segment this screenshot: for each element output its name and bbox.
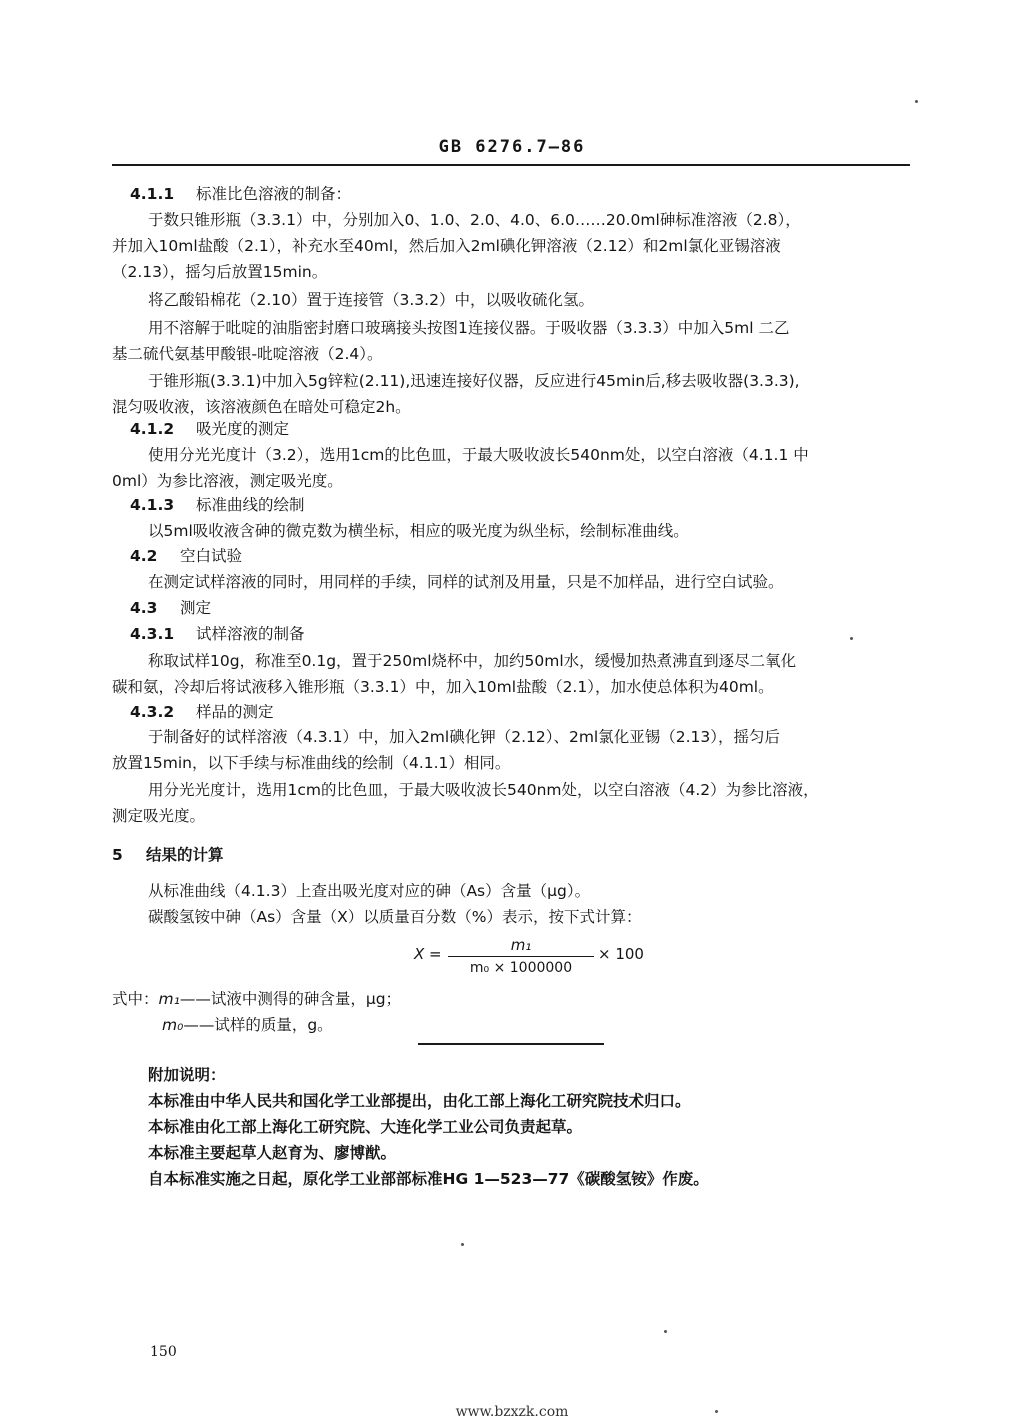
section-4-1-2-heading (130, 416, 289, 442)
paragraph-line: （2.13），摇匀后放置15min。 (112, 263, 328, 281)
formula-fraction (448, 936, 594, 977)
paragraph-line: 0ml）为参比溶液，测定吸光度。 (112, 472, 343, 490)
paragraph-line: 混匀吸收液，该溶液颜色在暗处可稳定2h。 (112, 398, 411, 416)
section-title: 吸光度的测定 (196, 420, 290, 438)
formula-numerator: m₁ (510, 936, 532, 954)
paragraph-line: 于锥形瓶(3.3.1)中加入5g锌粒(2.11),迅速连接好仪器，反应进行45min后,移去吸收器(3.3.3), (148, 372, 800, 390)
section-4-2-heading (130, 543, 242, 569)
section-4-1-1-heading (130, 181, 351, 207)
formula-multiplier: × 100 (598, 945, 644, 963)
legend-line-m0 (162, 1012, 333, 1038)
m1-description: ——试液中测得的砷含量，μg； (179, 990, 402, 1008)
section-4-3-heading (130, 595, 211, 621)
scan-speck (715, 1410, 718, 1413)
header-rule (112, 164, 910, 166)
paragraph-line: 从标准曲线（4.1.3）上查出吸光度对应的砷（As）含量（μg）。 (148, 882, 591, 900)
separator-rule (418, 1043, 604, 1045)
section-number: 4.2 (130, 547, 158, 565)
section-number: 4.3.2 (130, 703, 175, 721)
scan-speck (850, 637, 853, 640)
page-number: 150 (150, 1344, 177, 1360)
paragraph-line: 于制备好的试样溶液（4.3.1）中，加入2ml碘化钾（2.12）、2ml氯化亚锡（2.13），摇匀后 (148, 728, 780, 746)
paragraph-line: 称取试样10g，称准至0.1g，置于250ml烧杯中，加约50ml水，缓慢加热煮沸直到逐尽二氧化 (148, 652, 797, 670)
paragraph-line: 使用分光光度计（3.2），选用1cm的比色皿，于最大吸收波长540nm处，以空白溶液（4.1.1 中 (148, 446, 809, 464)
section-title: 样品的测定 (196, 703, 274, 721)
addendum-line: 本标准由中华人民共和国化学工业部提出，由化工部上海化工研究院技术归口。 (148, 1092, 691, 1110)
section-title: 结果的计算 (146, 846, 224, 864)
section-title: 标准比色溶液的制备： (196, 185, 352, 203)
legend-prefix: 式中： (112, 990, 159, 1008)
scan-speck (664, 1330, 667, 1333)
section-number: 4.1.1 (130, 185, 175, 203)
paragraph-line: 用不溶解于吡啶的油脂密封磨口玻璃接头按图1连接仪器。于吸收器（3.3.3）中加入5ml 二乙 (148, 319, 790, 337)
symbol-m1: m₁ (158, 990, 180, 1008)
formula-denominator: m₀ × 1000000 (469, 960, 573, 976)
addendum-line: 本标准由化工部上海化工研究院、大连化学工业公司负责起草。 (148, 1118, 583, 1136)
section-number: 4.3.1 (130, 625, 175, 643)
paragraph-line: 于数只锥形瓶（3.3.1）中，分别加入0、1.0、2.0、4.0、6.0……20.0ml砷标准溶液（2.8）， (148, 211, 801, 229)
paragraph-line: 并加入10ml盐酸（2.1），补充水至40ml，然后加入2ml碘化钾溶液（2.12）和2ml氯化亚锡溶液 (112, 237, 781, 255)
paragraph-line: 放置15min，以下手续与标准曲线的绘制（4.1.1）相同。 (112, 754, 511, 772)
addendum-line: 本标准主要起草人赵育为、廖博猷。 (148, 1144, 397, 1162)
section-title: 测定 (180, 599, 212, 617)
website-url: www.bzxzk.com (455, 1404, 569, 1420)
standard-code-header: GB 6276.7—86 (438, 137, 586, 157)
legend-line-m1 (112, 986, 401, 1012)
paragraph-line: 测定吸光度。 (112, 807, 206, 825)
addendum-line: 自本标准实施之日起，原化学工业部部标准HG 1—523—77《碳酸氢铵》作废。 (148, 1170, 709, 1188)
m0-description: ——试样的质量，g。 (183, 1016, 333, 1034)
scan-speck (915, 100, 918, 103)
section-number: 4.1.3 (130, 496, 175, 514)
section-number: 5 (112, 846, 123, 864)
paragraph-line: 碳和氨，冷却后将试液移入锥形瓶（3.3.1）中，加入10ml盐酸（2.1），加水使总体积为40ml。 (112, 678, 774, 696)
section-5-heading (112, 842, 224, 868)
addendum-title: 附加说明： (148, 1066, 226, 1084)
section-4-3-2-heading (130, 699, 274, 725)
section-4-3-1-heading (130, 621, 305, 647)
fraction-bar (448, 956, 594, 957)
section-title: 空白试验 (180, 547, 243, 565)
section-title: 标准曲线的绘制 (196, 496, 305, 514)
paragraph-line: 将乙酸铅棉花（2.10）置于连接管（3.3.2）中，以吸收硫化氢。 (148, 291, 594, 309)
paragraph-line: 以5ml吸收液含砷的微克数为横坐标，相应的吸光度为纵坐标，绘制标准曲线。 (148, 522, 689, 540)
section-number: 4.1.2 (130, 420, 175, 438)
section-4-1-3-heading (130, 492, 305, 518)
formula-lhs: X = (414, 945, 442, 963)
scan-speck (461, 1243, 464, 1246)
paragraph-line: 碳酸氢铵中砷（As）含量（X）以质量百分数（%）表示，按下式计算： (148, 908, 642, 926)
symbol-m0: m₀ (162, 1016, 184, 1034)
paragraph-line: 基二硫代氨基甲酸银-吡啶溶液（2.4）。 (112, 345, 383, 363)
paragraph-line: 用分光光度计，选用1cm的比色皿，于最大吸收波长540nm处，以空白溶液（4.2）为参比溶液， (148, 781, 819, 799)
paragraph-line: 在测定试样溶液的同时，用同样的手续，同样的试剂及用量，只是不加样品，进行空白试验。 (148, 573, 784, 591)
section-number: 4.3 (130, 599, 158, 617)
section-title: 试样溶液的制备 (196, 625, 305, 643)
